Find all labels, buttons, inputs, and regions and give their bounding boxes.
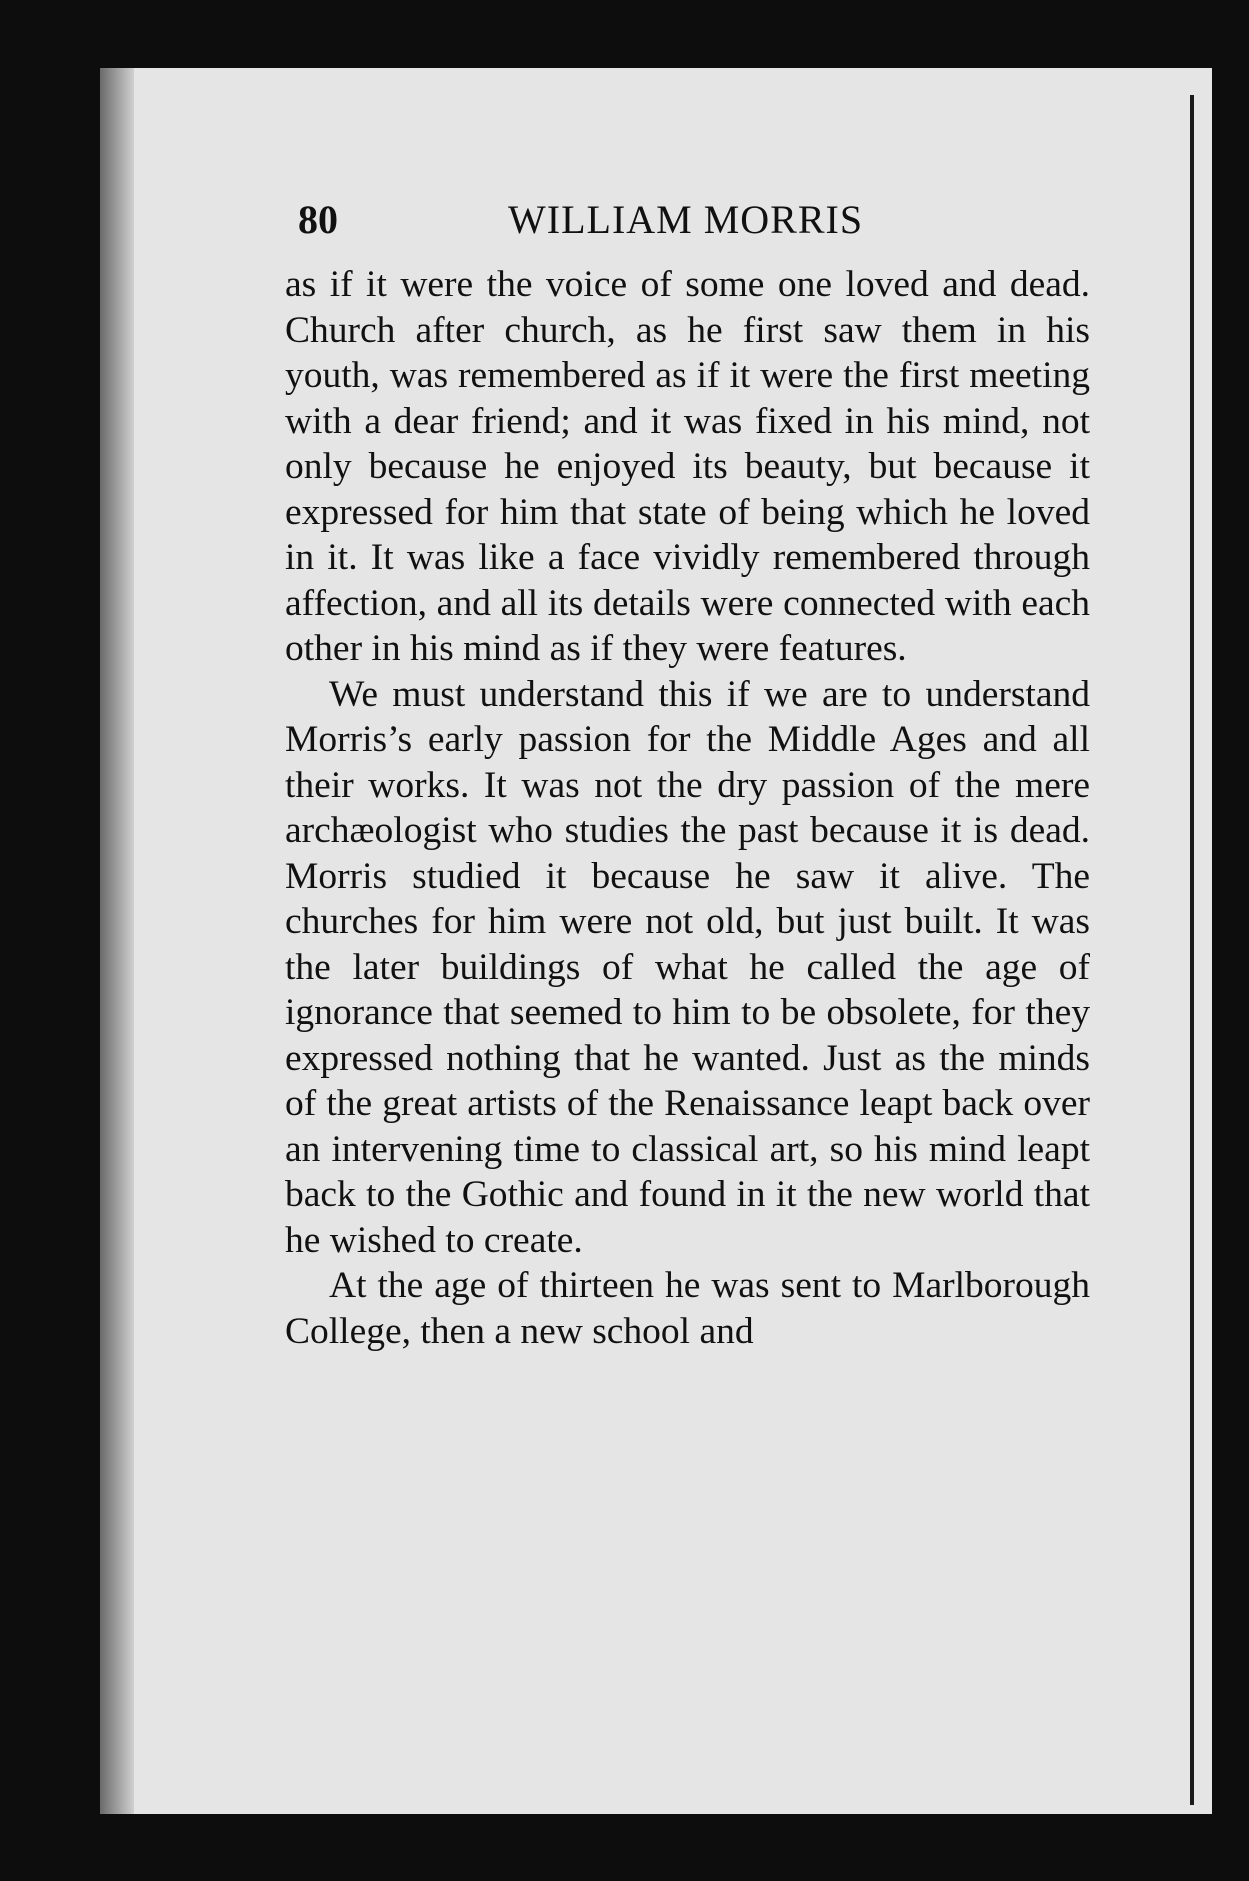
paragraph: At the age of thirteen he was sent to Marlborough College, then a new school and	[285, 1265, 1090, 1352]
paragraph-continued: as if it were the voice of some one loved and dead. Church after church, as he first saw them in his youth, was remembered as if it were the first meeting with a dear friend; and it was fixed in his mind, not only because he enjoyed its beauty, but because it expressed for him that state of being which he loved in it. It was like a face vividly remembered through affection, and all its details were connected with each other in his mind as if they were features.	[285, 264, 1090, 669]
binding-gutter	[100, 68, 134, 1814]
running-title: WILLIAM MORRIS	[508, 197, 864, 242]
page-edge	[1190, 95, 1194, 1805]
body-text	[285, 262, 1090, 1354]
running-head	[298, 196, 1098, 248]
page-number: 80	[298, 197, 338, 242]
paragraph: We must understand this if we are to understand Morris’s early passion for the Middle Ages and all their works. It was not the dry passion of the mere archæologist who studies the past because it is dead. Morris studied it because he saw it alive. The churches for him were not old, but just built. It was the later buildings of what he called the age of ignorance that seemed to him to be obsolete, for they expressed nothing that he wanted. Just as the minds of the great artists of the Renaissance leapt back over an intervening time to classical art, so his mind leapt back to the Gothic and found in it the new world that he wished to create.	[285, 673, 1090, 1261]
